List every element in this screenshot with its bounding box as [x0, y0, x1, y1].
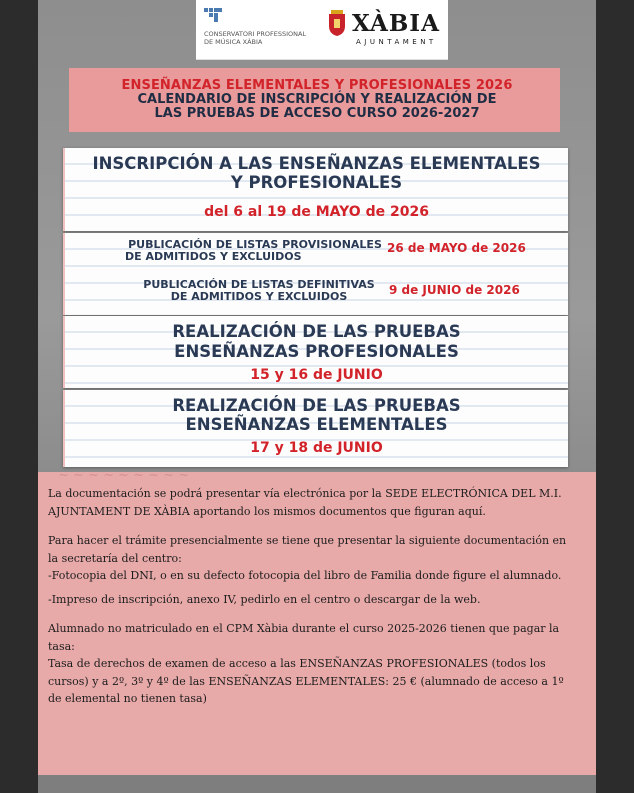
poster: [38, 0, 596, 793]
provisional-date: 26 de MAYO de 2026: [387, 241, 526, 255]
xabia-crest-icon: [326, 10, 348, 36]
profesionales-date: 15 y 16 de JUNIO: [250, 367, 383, 383]
definitiva-title-line1: PUBLICACIÓN DE LISTAS DEFINITIVAS: [143, 278, 375, 291]
inscripcion-title2: Y PROFESIONALES: [230, 173, 403, 192]
conservatori-line2: DE MÚSICA XÀBIA: [204, 38, 263, 46]
provisional-title-line1: PUBLICACIÓN DE LISTAS PROVISIONALES: [128, 238, 382, 251]
logo-bar: [196, 0, 448, 60]
elementales-title2: ENSEÑANZAS ELEMENTALES: [185, 415, 448, 434]
info-paragraph-impreso: -Impreso de inscripción, anexo IV, pedirlo en el centro o descargar de la web.: [48, 592, 481, 606]
info-paragraph-tasa-intro: Alumnado no matriculado en el CPM Xàbia durante el curso 2025-2026 tienen que pagar la tasa:: [48, 622, 560, 653]
xabia-name: XÀBIA: [352, 10, 440, 37]
inscripcion-date: del 6 al 19 de MAYO de 2026: [204, 204, 429, 220]
definitiva-date: 9 de JUNIO de 2026: [389, 283, 520, 297]
definitiva-title-line2: DE ADMITIDOS Y EXCLUIDOS: [170, 290, 348, 303]
info-paragraph-tasa: Tasa de derechos de examen de acceso a las ENSEÑANZAS PROFESIONALES (todos los cursos) y a 2º, 3º y 4º de las ENSEÑANZAS ELEMENTALES: 25 € (alumnado de acceso a 1º de elemental no tienen tasa): [48, 657, 564, 705]
pruebas-profesionales-card: [63, 316, 568, 388]
provisional-title: [105, 239, 405, 263]
profesionales-title1: REALIZACIÓN DE LAS PRUEBAS: [172, 322, 461, 341]
provisional-title-line2: DE ADMITIDOS Y EXCLUIDOS: [125, 250, 302, 263]
conservatori-logo-icon: [204, 8, 222, 22]
pruebas-elementales-card: [63, 390, 568, 467]
xabia-subtitle: AJUNTAMENT: [356, 38, 437, 46]
elementales-date: 17 y 18 de JUNIO: [250, 440, 383, 456]
inscripcion-card: [63, 148, 568, 231]
definitiva-title: [109, 279, 409, 303]
header-line3: LAS PRUEBAS DE ACCESO CURSO 2026-2027: [154, 106, 480, 121]
listas-card: [63, 233, 568, 315]
info-text: [48, 485, 578, 720]
info-box: [38, 468, 596, 775]
conservatori-name: [204, 30, 306, 46]
profesionales-title2: ENSEÑANZAS PROFESIONALES: [174, 342, 459, 361]
header-line2: CALENDARIO DE INSCRIPCIÓN Y REALIZACIÓN DE: [137, 92, 497, 107]
info-paragraph-electronica: La documentación se podrá presentar vía electrónica por la SEDE ELECTRÓNICA DEL M.I. AJUNTAMENT DE XÀBIA aportando los mismos documentos que figuran aquí.: [48, 487, 562, 518]
info-paragraph-presencial: Para hacer el trámite presencialmente se tiene que presentar la siguiente documentación en la secretaría del centro:: [48, 534, 567, 565]
info-paragraph-dni: -Fotocopia del DNI, o en su defecto fotocopia del libro de Familia donde figure el alumnado.: [48, 569, 562, 582]
conservatori-line1: CONSERVATORI PROFESSIONAL: [204, 30, 307, 38]
inscripcion-title1: INSCRIPCIÓN A LAS ENSEÑANZAS ELEMENTALES: [92, 154, 541, 173]
header-line1: ENSEÑANZAS ELEMENTALES Y PROFESIONALES 2026: [121, 78, 513, 93]
elementales-title1: REALIZACIÓN DE LAS PRUEBAS: [172, 396, 461, 415]
script-decoration: ~ ~ ~ ~ ~ ~ ~ ~ ~: [58, 468, 190, 483]
